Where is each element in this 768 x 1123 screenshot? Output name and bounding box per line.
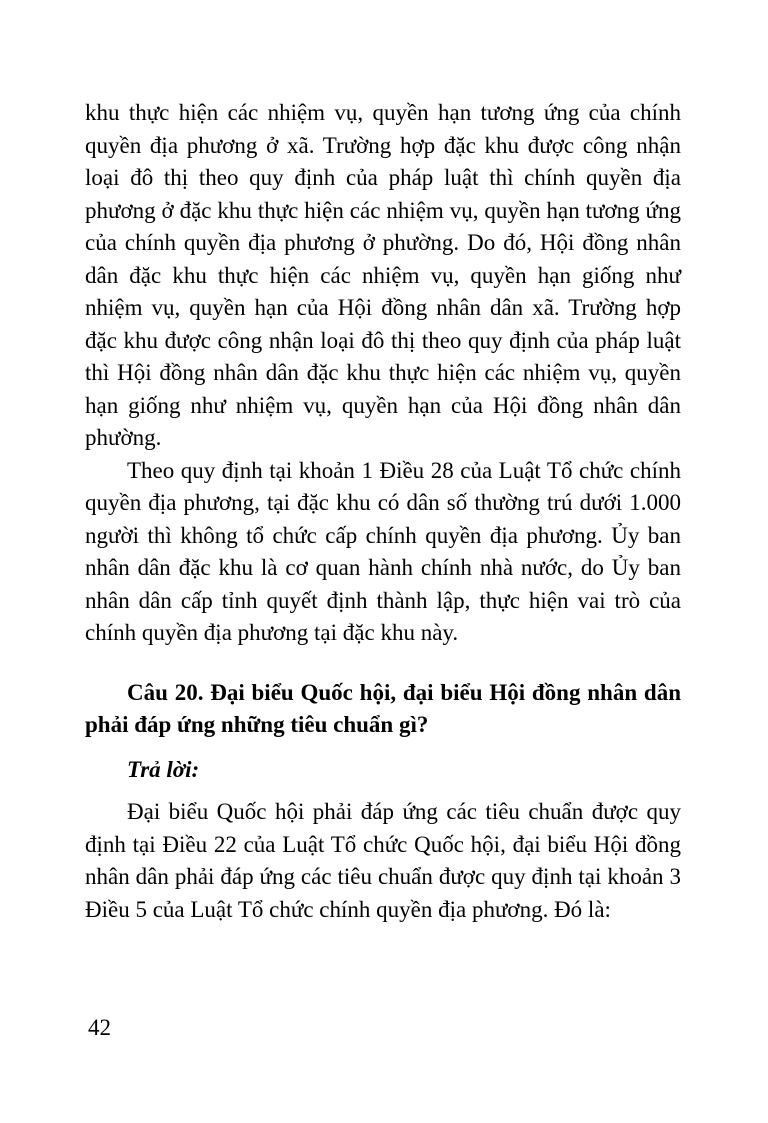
question-heading: Câu 20. Đại biểu Quốc hội, đại biểu Hội đồng nhân dân phải đáp ứng những tiêu chuẩn gì? <box>85 679 681 737</box>
paragraph-answer: Đại biểu Quốc hội phải đáp ứng các tiêu chuẩn được quy định tại Điều 22 của Luật Tổ chức Quốc hội, đại biểu Hội đồng nhân dân phải đáp ứng các tiêu chuẩn được quy định tại khoản 3 Điều 5 của Luật Tổ chức chính quyền địa phương. Đó là: <box>85 799 681 922</box>
paragraph-continuation: khu thực hiện các nhiệm vụ, quyền hạn tương ứng của chính quyền địa phương ở xã. Trường hợp đặc khu được công nhận loại đô thị theo quy định của pháp luật thì chính quyền địa phương ở đặc khu thực hiện các nhiệm vụ, quyền hạn tương ứng của chính quyền địa phương ở phường. Do đó, Hội đồng nhân dân đặc khu thực hiện các nhiệm vụ, quyền hạn giống như nhiệm vụ, quyền hạn của Hội đồng nhân dân xã. Trường hợp đặc khu được công nhận loại đô thị theo quy định của pháp luật thì Hội đồng nhân dân đặc khu thực hiện các nhiệm vụ, quyền hạn giống như nhiệm vụ, quyền hạn của Hội đồng nhân dân phường. <box>85 100 681 450</box>
answer-label: Trả lời: <box>127 756 200 782</box>
page-number: 42 <box>88 1015 111 1040</box>
paragraph-legal-basis: Theo quy định tại khoản 1 Điều 28 của Luật Tổ chức chính quyền địa phương, tại đặc khu có dân số thường trú dưới 1.000 người thì không tổ chức cấp chính quyền địa phương. Ủy ban nhân dân đặc khu là cơ quan hành chính nhà nước, do Ủy ban nhân dân cấp tỉnh quyết định thành lập, thực hiện vai trò của chính quyền địa phương tại đặc khu này. <box>85 457 681 645</box>
page-content <box>85 97 681 926</box>
